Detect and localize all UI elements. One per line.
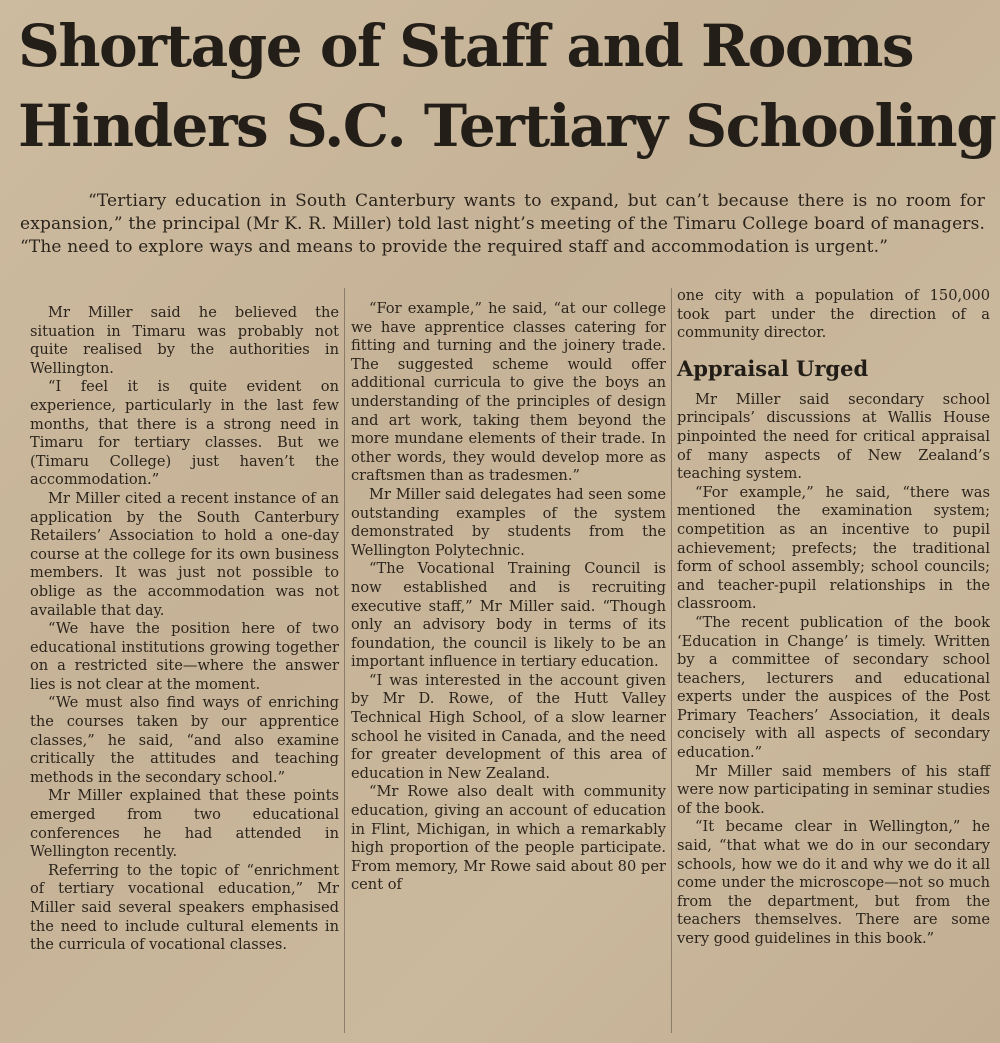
lead-paragraph: “Tertiary education in South Canterbury wants to expand, but can’t because there is no room for expansion,” the principal (Mr K. R. Miller) told last night’s meeting of the Timaru College board of managers. “The need to explore ways and means to provide the required staff and accommodation is urgent.” [20, 191, 985, 257]
paragraph: Mr Miller cited a recent instance of an application by the South Canterbury Retailers’ Association to hold a one-day course at the college for its own business members. It was just not possible to oblige as the accommodation was not available that day. [30, 489, 339, 619]
paragraph: “I feel it is quite evident on experience, particularly in the last few months, that there is a strong need in Timaru for tertiary classes. But we (Timaru College) just haven’t the accommodation.” [30, 378, 339, 489]
paragraph: Mr Miller said members of his staff were now participating in seminar studies of the book. [677, 762, 990, 817]
headline [18, 6, 996, 166]
column-divider-1 [344, 288, 345, 1033]
paragraph: “It became clear in Wellington,” he said, “that what we do in our secondary schools, how we do it and why we do it all come under the microscope—not so much from the department, but from the teachers themselves. There are some very good guidelines in this book.” [677, 818, 990, 947]
paragraph: “The Vocational Training Council is now established and is recruiting executive staff,” Mr Miller said. “Though only an advisory body in terms of its foundation, the council is likely to be an important influence in tertiary education. [351, 560, 666, 671]
paragraph: “For example,” he said, “at our college we have apprentice classes catering for fitting and turning and the joinery trade. The suggested scheme would offer additional curricula to give the boys an understanding of the principles of design and art work, taking them beyond the more mundane elements of their trade. In other words, they would develop more as craftsmen than as tradesmen.” [351, 300, 666, 485]
article-column-3 [677, 287, 990, 949]
paragraph: “I was interested in the account given by Mr D. Rowe, of the Hutt Valley Technical High School, of a slow learner school he visited in Canada, and the need for greater development of this area of education in New Zealand. [351, 671, 666, 782]
article-column-2 [351, 300, 666, 895]
paragraph: “We must also find ways of enriching the courses taken by our apprentice classes,” he said, “and also examine critically the attitudes and teaching methods in the secondary school.” [30, 694, 339, 786]
subheading: Appraisal Urged [677, 355, 869, 381]
paragraph: “The recent publication of the book ‘Education in Change’ is timely. Written by a committee of secondary school teachers, lecturers and educational experts under the auspices of the Post Primary Teachers’ Association, it deals concisely with all aspects of secondary education.” [677, 613, 990, 762]
paragraph: “Mr Rowe also dealt with community education, giving an account of education in Flint, Michigan, in which a remarkably high proportion of the people participate. From memory, Mr Rowe said about 80 per cent of [351, 783, 666, 894]
headline-line-2: Hinders S.C. Tertiary Schooling [18, 92, 996, 160]
article-column-1 [30, 304, 339, 955]
paragraph: Mr Miller said he believed the situation in Timaru was probably not quite realised by the authorities in Wellington. [30, 304, 339, 377]
paragraph: “For example,” he said, “there was mentioned the examination system; competition as an incentive to pupil achievement; prefects; the traditional form of school assembly; school councils; and teacher-pupil relationships in the classroom. [677, 483, 990, 613]
column-divider-2 [671, 288, 672, 1033]
headline-line-1: Shortage of Staff and Rooms [18, 12, 914, 80]
paragraph: Mr Miller explained that these points emerged from two educational conferences he had attended in Wellington recently. [30, 787, 339, 861]
paragraph-continued: one city with a population of 150,000 took part under the direction of a community director. [677, 287, 990, 342]
paragraph: Referring to the topic of “enrichment of tertiary vocational education,” Mr Miller said several speakers emphasised the need to include cultural elements in the curricula of vocational classes. [30, 861, 339, 954]
paragraph: Mr Miller said delegates had seen some outstanding examples of the system demonstrated by students from the Wellington Polytechnic. [351, 485, 666, 559]
paragraph: Mr Miller said secondary school principals’ discussions at Wallis House pinpointed the need for critical appraisal of many aspects of New Zealand’s teaching system. [677, 390, 990, 483]
paragraph: “We have the position here of two educational institutions growing together on a restricted site—where the answer lies is not clear at the moment. [30, 620, 339, 693]
